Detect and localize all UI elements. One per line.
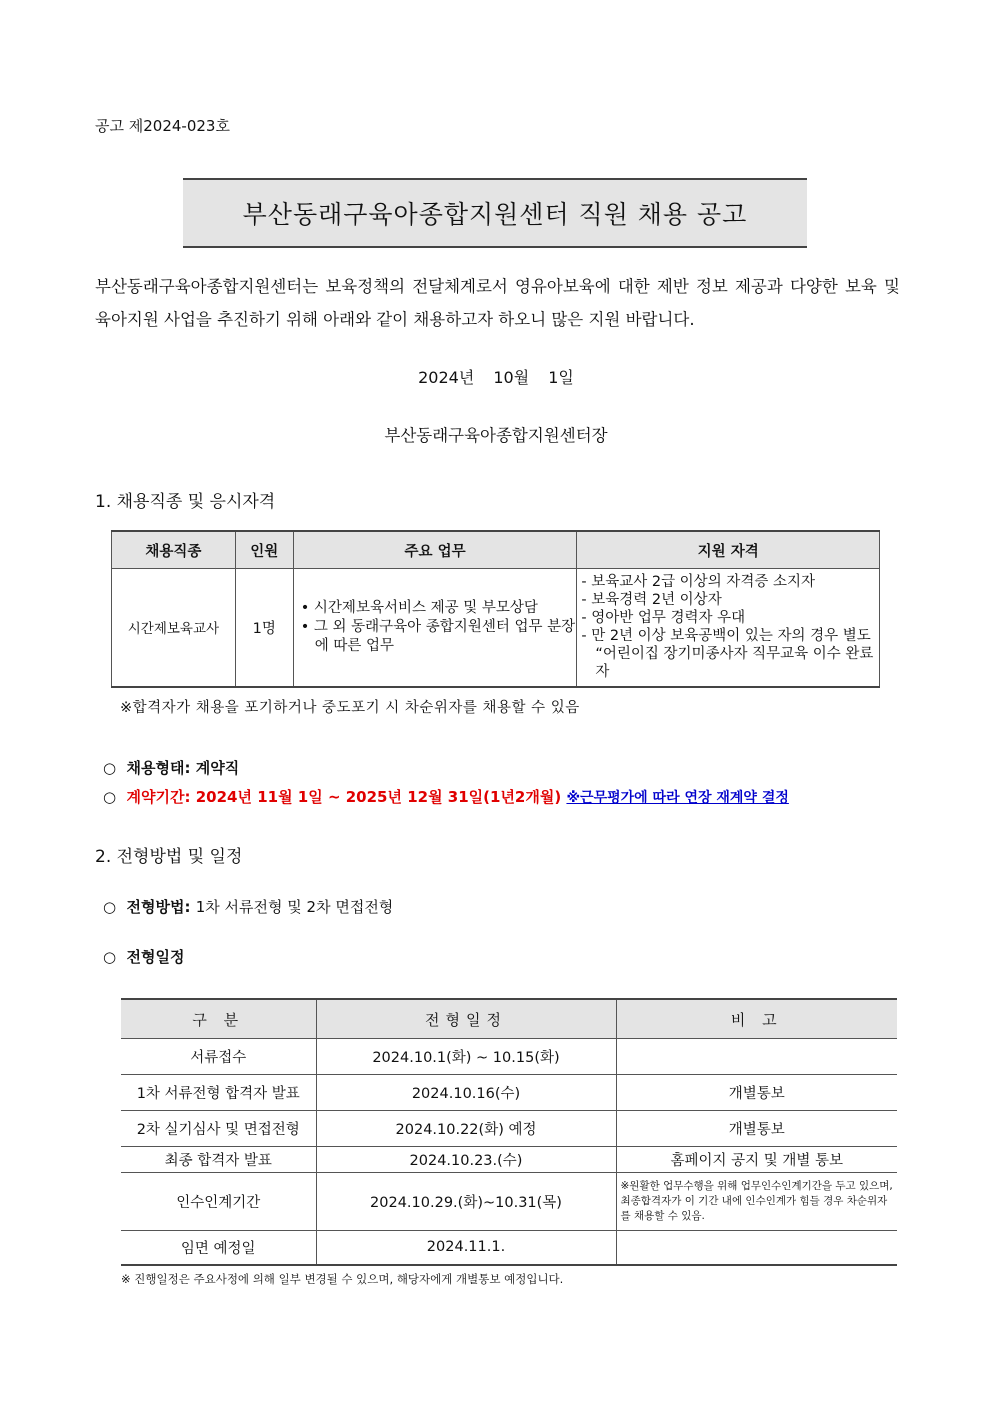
title-box bbox=[183, 178, 807, 248]
qual-item: - 보육교사 2급 이상의 자격증 소지자 bbox=[581, 574, 815, 591]
header-note: 비 고 bbox=[616, 999, 897, 1039]
notice-number: 공고 제2024-023호 bbox=[95, 117, 230, 135]
table-row: 1차 서류전형 합격자 발표 2024.10.16(수) 개별통보 bbox=[121, 1075, 897, 1111]
duties-cell bbox=[293, 569, 577, 687]
header-quals: 지원 자격 bbox=[577, 531, 880, 569]
notice-date: 2024년 10월 1일 bbox=[418, 368, 574, 387]
header-count: 인원 bbox=[235, 531, 293, 569]
organization-head: 부산동래구육아종합지원센터장 bbox=[384, 426, 608, 445]
contract-period-value: 2024년 11월 1일 ~ 2025년 12월 31일(1년2개월) bbox=[195, 788, 562, 806]
qual-item: - 만 2년 이상 보육공백이 있는 자의 경우 별도 “어린이집 장기미종사자 직무교육 이수 완료자 bbox=[581, 628, 874, 681]
bullet-circle: ○ bbox=[103, 948, 117, 966]
table-row: 최종 합격자 발표 2024.10.23.(수) 홈페이지 공지 및 개별 통보 bbox=[121, 1147, 897, 1173]
employment-type-line: ○ 채용형태: 계약직 bbox=[103, 759, 240, 777]
section2-heading: 2. 전형방법 및 일정 bbox=[95, 847, 243, 867]
header-duties: 주요 업무 bbox=[293, 531, 577, 569]
bullet-circle: ○ bbox=[103, 898, 117, 916]
header-date: 전형일정 bbox=[316, 999, 616, 1039]
count-cell: 1명 bbox=[235, 569, 293, 687]
job-cell: 시간제보육교사 bbox=[112, 569, 236, 687]
qual-item: - 보육경력 2년 이상자 bbox=[581, 592, 722, 609]
recruitment-table bbox=[111, 530, 880, 688]
table-header-row bbox=[112, 531, 880, 569]
selection-method-line: ○ 전형방법: 1차 서류전형 및 2차 면접전형 bbox=[103, 898, 394, 916]
schedule-table bbox=[121, 998, 897, 1266]
page-title: 부산동래구육아종합지원센터 직원 채용 공고 bbox=[242, 200, 748, 229]
bullet-circle: ○ bbox=[103, 788, 117, 806]
schedule-note: ※ 진행일정은 주요사정에 의해 일부 변경될 수 있으며, 해당자에게 개별통보 예정입니다. bbox=[121, 1272, 564, 1286]
header-item: 구 분 bbox=[121, 999, 316, 1039]
table-row: 인수인계기간 2024.10.29.(화)~10.31(목) ※원활한 업무수행을 위해 업무인수인계기간을 두고 있으며, 최종합격자가 이 기간 내에 인수인계가 힘들 경우 차순위자를 채용할 수 있음. bbox=[121, 1173, 897, 1231]
replacement-note: ※합격자가 채용을 포기하거나 중도포기 시 차순위자를 채용할 수 있음 bbox=[120, 700, 580, 716]
duty-item: • 시간제보육서비스 제공 및 부모상담 bbox=[300, 599, 538, 616]
duty-item: • 그 외 동래구육아 종합지원센터 업무 분장에 따른 업무 bbox=[300, 618, 576, 654]
header-job: 채용직종 bbox=[112, 531, 236, 569]
contract-note-link[interactable]: ※근무평가에 따라 연장 재계약 결정 bbox=[566, 790, 789, 806]
table-row: 임면 예정일 2024.11.1. bbox=[121, 1231, 897, 1265]
intro-paragraph: 부산동래구육아종합지원센터는 보육정책의 전달체계로서 영유아보육에 대한 제반 정보 제공과 다양한 보육 및 육아지원 사업을 추진하기 위해 아래와 같이 채용하고자 하오니 많은 지원 바랍니다. bbox=[95, 277, 900, 329]
table-row: 서류접수 2024.10.1(화) ~ 10.15(화) bbox=[121, 1039, 897, 1075]
schedule-label-line: ○ 전형일정 bbox=[103, 948, 185, 966]
table-row bbox=[112, 569, 880, 687]
bullet-circle: ○ bbox=[103, 759, 117, 777]
quals-cell bbox=[577, 569, 880, 687]
table-row: 2차 실기심사 및 면접전형 2024.10.22(화) 예정 개별통보 bbox=[121, 1111, 897, 1147]
contract-period-line: ○ 계약기간: 2024년 11월 1일 ~ 2025년 12월 31일(1년2개월) ※근무평가에 따라 연장 재계약 결정 bbox=[103, 788, 789, 806]
table-header-row bbox=[121, 999, 897, 1039]
qual-item: - 영아반 업무 경력자 우대 bbox=[581, 610, 746, 627]
section1-heading: 1. 채용직종 및 응시자격 bbox=[95, 492, 276, 512]
